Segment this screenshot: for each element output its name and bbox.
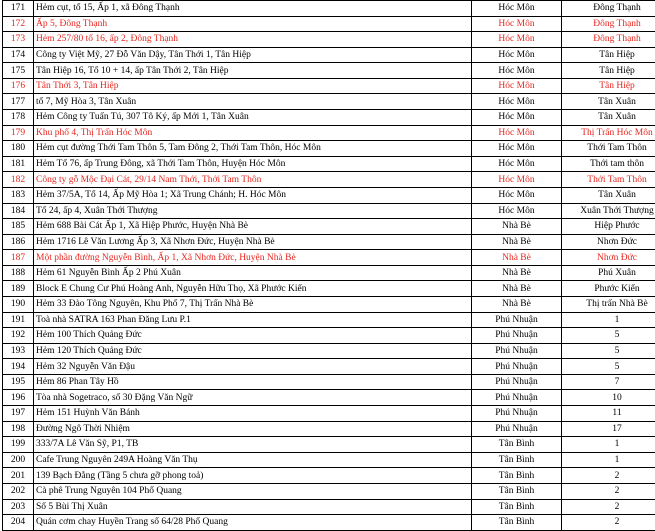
address-cell: Công ty gỗ Mộc Đại Cát, 29/14 Nam Thới, Thới Tam Thôn xyxy=(34,172,472,188)
row-number-cell: 199 xyxy=(3,437,34,453)
district-cell: Hóc Môn xyxy=(472,32,562,48)
district-cell: Hóc Môn xyxy=(472,110,562,126)
table-row xyxy=(3,16,655,32)
district-cell: Hóc Môn xyxy=(472,125,562,141)
row-number-cell: 173 xyxy=(3,32,34,48)
address-cell: 333/7A Lê Văn Sỹ, P1, TB xyxy=(34,437,472,453)
row-number-cell: 184 xyxy=(3,203,34,219)
lockdown-locations-table xyxy=(2,0,655,531)
ward-cell: Tân Hiệp xyxy=(562,47,655,63)
district-cell: Phú Nhuận xyxy=(472,359,562,375)
address-cell: 139 Bạch Đằng (Tầng 5 chưa gỡ phong toả) xyxy=(34,468,472,484)
ward-cell: Hiệp Phước xyxy=(562,219,655,235)
ward-cell: 1 xyxy=(562,437,655,453)
row-number-cell: 185 xyxy=(3,219,34,235)
table-row xyxy=(3,343,655,359)
table-row xyxy=(3,1,655,17)
row-number-cell: 200 xyxy=(3,452,34,468)
table-row xyxy=(3,125,655,141)
district-cell: Phú Nhuận xyxy=(472,421,562,437)
row-number-cell: 188 xyxy=(3,265,34,281)
table-row xyxy=(3,499,655,515)
ward-cell: Tân Xuân xyxy=(562,94,655,110)
row-number-cell: 175 xyxy=(3,63,34,79)
address-cell: Toà nhà SATRA 163 Phan Đăng Lưu P.1 xyxy=(34,312,472,328)
ward-cell: Tân Hiệp xyxy=(562,78,655,94)
ward-cell: Xuân Thới Thượng xyxy=(562,203,655,219)
table-row xyxy=(3,281,655,297)
district-cell: Hóc Môn xyxy=(472,141,562,157)
table-row xyxy=(3,452,655,468)
address-cell: Hẻm Tổ 76, ấp Trung Đông, xã Thới Tam Thôn, Huyện Hóc Môn xyxy=(34,156,472,172)
ward-cell: Phước Kiển xyxy=(562,281,655,297)
address-cell: Hẻm 61 Nguyễn Bình Ấp 2 Phú Xuân xyxy=(34,265,472,281)
ward-cell: Thới Tam Thôn xyxy=(562,172,655,188)
address-cell: Đường Ngô Thời Nhiệm xyxy=(34,421,472,437)
district-cell: Hóc Môn xyxy=(472,63,562,79)
row-number-cell: 180 xyxy=(3,141,34,157)
district-cell: Nhà Bè xyxy=(472,234,562,250)
table-row xyxy=(3,78,655,94)
row-number-cell: 196 xyxy=(3,390,34,406)
ward-cell: 2 xyxy=(562,468,655,484)
row-number-cell: 191 xyxy=(3,312,34,328)
district-cell: Hóc Môn xyxy=(472,203,562,219)
district-cell: Phú Nhuận xyxy=(472,312,562,328)
district-cell: Hóc Môn xyxy=(472,78,562,94)
row-number-cell: 190 xyxy=(3,296,34,312)
ward-cell: Thới tam thôn xyxy=(562,156,655,172)
district-cell: Phú Nhuận xyxy=(472,328,562,344)
address-cell: Block E Chung Cư Phú Hoàng Anh, Nguyễn Hữu Thọ, Xã Phước Kiển xyxy=(34,281,472,297)
address-cell: Hẻm cụt, tổ 15, Ấp 1, xã Đông Thạnh xyxy=(34,1,472,17)
row-number-cell: 183 xyxy=(3,187,34,203)
district-cell: Phú Nhuận xyxy=(472,390,562,406)
ward-cell: 5 xyxy=(562,359,655,375)
ward-cell: 2 xyxy=(562,499,655,515)
district-cell: Tân Bình xyxy=(472,483,562,499)
district-cell: Nhà Bè xyxy=(472,250,562,266)
row-number-cell: 174 xyxy=(3,47,34,63)
row-number-cell: 171 xyxy=(3,1,34,17)
row-number-cell: 181 xyxy=(3,156,34,172)
table-row xyxy=(3,265,655,281)
row-number-cell: 204 xyxy=(3,515,34,531)
row-number-cell: 189 xyxy=(3,281,34,297)
table-row xyxy=(3,437,655,453)
table-row xyxy=(3,250,655,266)
ward-cell: 5 xyxy=(562,343,655,359)
ward-cell: Đông Thạnh xyxy=(562,32,655,48)
address-cell: Hẻm 257/80 tổ 16, ấp 2, Đông Thạnh xyxy=(34,32,472,48)
table-row xyxy=(3,47,655,63)
row-number-cell: 177 xyxy=(3,94,34,110)
table-row xyxy=(3,141,655,157)
row-number-cell: 176 xyxy=(3,78,34,94)
row-number-cell: 197 xyxy=(3,406,34,422)
district-cell: Hóc Môn xyxy=(472,1,562,17)
row-number-cell: 179 xyxy=(3,125,34,141)
district-cell: Hóc Môn xyxy=(472,187,562,203)
row-number-cell: 178 xyxy=(3,110,34,126)
ward-cell: Nhơn Đức xyxy=(562,250,655,266)
ward-cell: 2 xyxy=(562,483,655,499)
district-cell: Hóc Môn xyxy=(472,94,562,110)
address-cell: Công ty Việt Mỹ, 27 Đỗ Văn Dậy, Tân Thới 1, Tân Hiệp xyxy=(34,47,472,63)
address-cell: Tân Hiệp 16, Tổ 10 + 14, ấp Tân Thới 2, Tân Hiệp xyxy=(34,63,472,79)
table-row xyxy=(3,312,655,328)
ward-cell: Đông Thạnh xyxy=(562,16,655,32)
ward-cell: 10 xyxy=(562,390,655,406)
table-row xyxy=(3,515,655,531)
address-cell: Tân Thới 3, Tân Hiệp xyxy=(34,78,472,94)
ward-cell: Đông Thạnh xyxy=(562,1,655,17)
row-number-cell: 192 xyxy=(3,328,34,344)
table-row xyxy=(3,296,655,312)
ward-cell: 11 xyxy=(562,406,655,422)
table-row xyxy=(3,390,655,406)
address-cell: Hẻm 100 Thích Quảng Đức xyxy=(34,328,472,344)
ward-cell: Tân Xuân xyxy=(562,110,655,126)
table-row xyxy=(3,468,655,484)
table-row xyxy=(3,32,655,48)
row-number-cell: 194 xyxy=(3,359,34,375)
address-cell: Hẻm 120 Thích Quảng Đức xyxy=(34,343,472,359)
ward-cell: Tân Hiệp xyxy=(562,63,655,79)
row-number-cell: 186 xyxy=(3,234,34,250)
address-cell: Một phần đường Nguyễn Bình, Ấp 1, Xã Nhơn Đức, Huyện Nhà Bè xyxy=(34,250,472,266)
ward-cell: 1 xyxy=(562,452,655,468)
district-cell: Tân Bình xyxy=(472,499,562,515)
row-number-cell: 198 xyxy=(3,421,34,437)
address-cell: Ấp 5, Đông Thạnh xyxy=(34,16,472,32)
district-cell: Hóc Môn xyxy=(472,47,562,63)
district-cell: Tân Bình xyxy=(472,515,562,531)
row-number-cell: 182 xyxy=(3,172,34,188)
table-body xyxy=(3,1,655,531)
address-cell: Hẻm 688 Bài Cát Ấp 1, Xã Hiệp Phước, Huyện Nhà Bè xyxy=(34,219,472,235)
ward-cell: Phú Xuân xyxy=(562,265,655,281)
district-cell: Nhà Bè xyxy=(472,281,562,297)
address-cell: Tòa nhà Sogetraco, số 30 Đặng Văn Ngữ xyxy=(34,390,472,406)
ward-cell: Thị Trấn Hóc Môn xyxy=(562,125,655,141)
address-cell: Hẻm 32 Nguyễn Văn Đậu xyxy=(34,359,472,375)
ward-cell: 2 xyxy=(562,515,655,531)
district-cell: Hóc Môn xyxy=(472,172,562,188)
table-row xyxy=(3,359,655,375)
table-row xyxy=(3,328,655,344)
row-number-cell: 193 xyxy=(3,343,34,359)
address-cell: Cà phê Trung Nguyên 104 Phổ Quang xyxy=(34,483,472,499)
district-cell: Phú Nhuận xyxy=(472,374,562,390)
district-cell: Phú Nhuận xyxy=(472,406,562,422)
ward-cell: 7 xyxy=(562,374,655,390)
address-cell: Hẻm 33 Đào Tông Nguyên, Khu Phố 7, Thị Trấn Nhà Bè xyxy=(34,296,472,312)
ward-cell: Tân Xuân xyxy=(562,187,655,203)
address-cell: Khu phố 4, Thị Trấn Hóc Môn xyxy=(34,125,472,141)
address-cell: tổ 7, Mỹ Hòa 3, Tân Xuân xyxy=(34,94,472,110)
table-row xyxy=(3,219,655,235)
table-row xyxy=(3,94,655,110)
ward-cell: Nhơn Đức xyxy=(562,234,655,250)
row-number-cell: 201 xyxy=(3,468,34,484)
ward-cell: Thị trấn Nhà Bè xyxy=(562,296,655,312)
district-cell: Hóc Môn xyxy=(472,16,562,32)
table-row xyxy=(3,63,655,79)
district-cell: Phú Nhuận xyxy=(472,343,562,359)
address-cell: Quán cơm chay Huyền Trang số 64/28 Phổ Quang xyxy=(34,515,472,531)
table-row xyxy=(3,234,655,250)
row-number-cell: 172 xyxy=(3,16,34,32)
ward-cell: 17 xyxy=(562,421,655,437)
table-row xyxy=(3,156,655,172)
table-row xyxy=(3,406,655,422)
district-cell: Tân Bình xyxy=(472,437,562,453)
ward-cell: 5 xyxy=(562,328,655,344)
ward-cell: 1 xyxy=(562,312,655,328)
table-row xyxy=(3,203,655,219)
address-cell: Số 5 Bùi Thị Xuân xyxy=(34,499,472,515)
address-cell: Tổ 24, ấp 4, Xuân Thới Thượng xyxy=(34,203,472,219)
row-number-cell: 187 xyxy=(3,250,34,266)
address-cell: Hẻm cụt đường Thới Tam Thôn 5, Tam Đông 2, Thới Tam Thôn, Hóc Môn xyxy=(34,141,472,157)
district-cell: Tân Bình xyxy=(472,452,562,468)
address-cell: Hẻm 1716 Lê Văn Lương Ấp 3, Xã Nhơn Đức, Huyện Nhà Bè xyxy=(34,234,472,250)
row-number-cell: 202 xyxy=(3,483,34,499)
address-cell: Hẻm 151 Huỳnh Văn Bánh xyxy=(34,406,472,422)
table-row xyxy=(3,374,655,390)
address-cell: Hẻm Công ty Tuấn Tú, 307 Tô Ký, ấp Mới 1, Tân Xuân xyxy=(34,110,472,126)
address-cell: Hẻm 37/5A, Tổ 14, Ấp Mỹ Hòa 1; Xã Trung Chánh; H. Hóc Môn xyxy=(34,187,472,203)
ward-cell: Thới Tam Thôn xyxy=(562,141,655,157)
district-cell: Hóc Môn xyxy=(472,156,562,172)
table-row xyxy=(3,187,655,203)
address-cell: Hẻm 86 Phan Tây Hồ xyxy=(34,374,472,390)
row-number-cell: 203 xyxy=(3,499,34,515)
table-row xyxy=(3,483,655,499)
table-row xyxy=(3,110,655,126)
district-cell: Nhà Bè xyxy=(472,219,562,235)
district-cell: Tân Bình xyxy=(472,468,562,484)
district-cell: Nhà Bè xyxy=(472,296,562,312)
table-row xyxy=(3,421,655,437)
table-row xyxy=(3,172,655,188)
address-cell: Cafe Trung Nguyên 249A Hoàng Văn Thụ xyxy=(34,452,472,468)
district-cell: Nhà Bè xyxy=(472,265,562,281)
row-number-cell: 195 xyxy=(3,374,34,390)
